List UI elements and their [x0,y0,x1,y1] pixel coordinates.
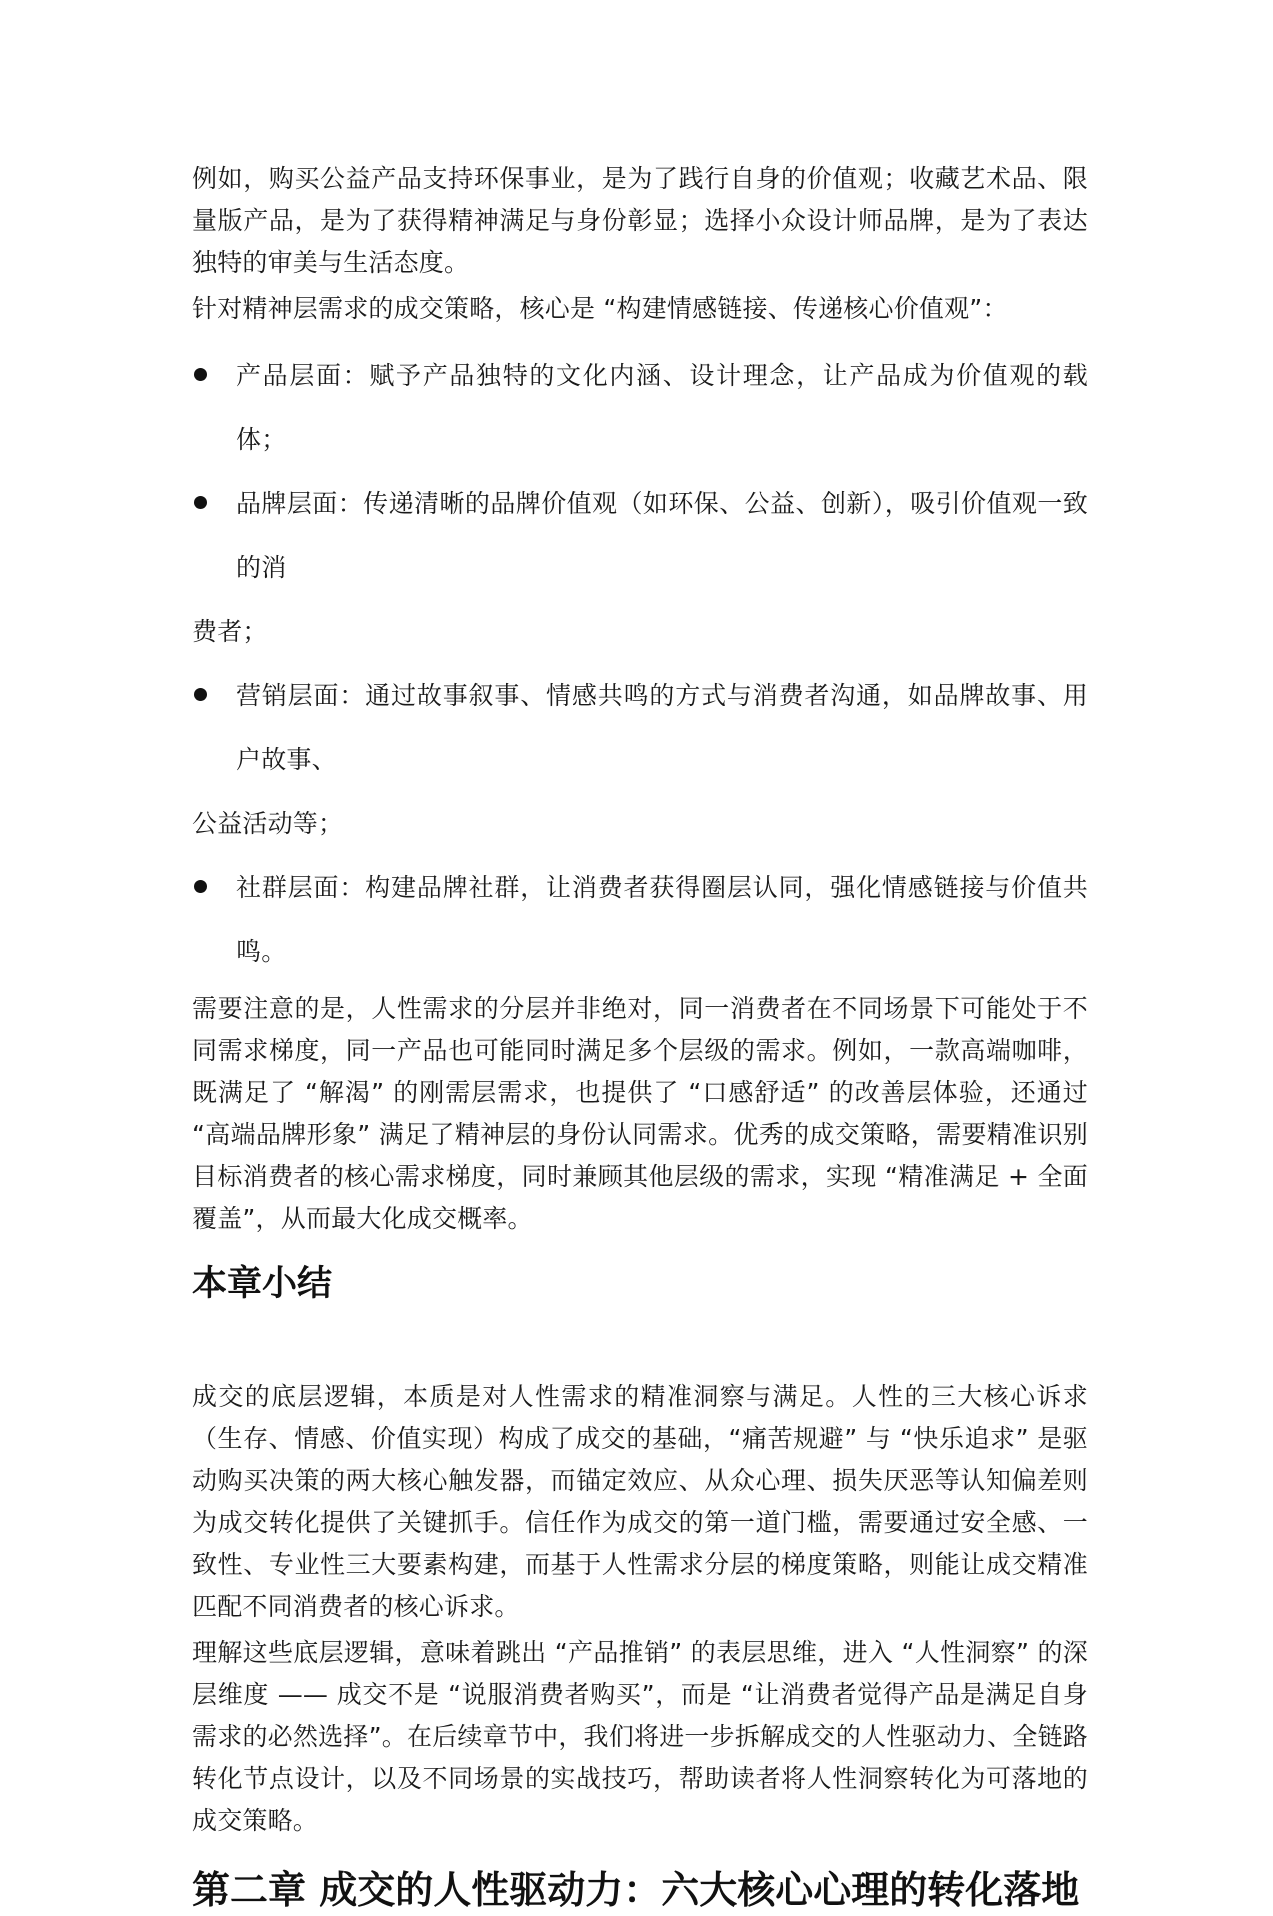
bullet-dot-icon [194,496,207,509]
section-title: 本章小结 [192,1264,333,1304]
bullet-text: 产品层面：赋予产品独特的文化内涵、设计理念，让产品成为价值观的载体； [236,361,1088,454]
bullet-text-continued: 公益活动等； [192,809,344,838]
summary-paragraph-2: 理解这些底层逻辑，意味着跳出 “产品推销” 的表层思维，进入 “人性洞察” 的深层维度 —— 成交不是 “说服消费者购买”，而是 “让消费者觉得产品是满足自身需求的必然选择”。在后续章节中，我们将进一步拆解成交的人性驱动力、全链路转化节点设计，以及不同场景的实战技巧，帮助读者将人性洞察转化为可落地的成交策略。 [192,1638,1088,1835]
bullet-item-brand [192,472,1088,664]
paragraph-examples: 例如，购买公益产品支持环保事业，是为了践行自身的价值观；收藏艺术品、限量版产品，是为了获得精神满足与身份彰显；选择小众设计师品牌，是为了表达独特的审美与生活态度。 [192,164,1088,277]
page-content [192,158,1088,1916]
summary-paragraph-1: 成交的底层逻辑，本质是对人性需求的精准洞察与满足。人性的三大核心诉求（生存、情感、价值实现）构成了成交的基础，“痛苦规避” 与 “快乐追求” 是驱动购买决策的两大核心触发器，而锚定效应、从众心理、损失厌恶等认知偏差则为成交转化提供了关键抓手。信任作为成交的第一道门槛，需要通过安全感、一致性、专业性三大要素构建，而基于人性需求分层的梯度策略，则能让成交精准匹配不同消费者的核心诉求。 [192,1382,1088,1621]
bullet-dot-icon [194,688,207,701]
paragraph-strategy-intro: 针对精神层需求的成交策略，核心是 “构建情感链接、传递核心价值观”： [192,294,1008,323]
bullet-dot-icon [194,880,207,893]
strategy-bullet-list [192,344,1088,984]
bullet-dot-icon [194,368,207,381]
bullet-item-marketing [192,664,1088,856]
bullet-text-continued: 费者； [192,617,268,646]
bullet-text: 品牌层面：传递清晰的品牌价值观（如环保、公益、创新），吸引价值观一致的消 [236,489,1088,582]
bullet-item-product [192,344,1088,472]
bullet-text: 营销层面：通过故事叙事、情感共鸣的方式与消费者沟通，如品牌故事、用户故事、 [236,681,1088,774]
chapter-title: 第二章 成交的人性驱动力：六大核心心理的转化落地 [192,1868,1080,1912]
bullet-text: 社群层面：构建品牌社群，让消费者获得圈层认同，强化情感链接与价值共鸣。 [236,873,1088,966]
paragraph-note: 需要注意的是，人性需求的分层并非绝对，同一消费者在不同场景下可能处于不同需求梯度，同一产品也可能同时满足多个层级的需求。例如，一款高端咖啡，既满足了 “解渴” 的刚需层需求，也提供了 “口感舒适” 的改善层体验，还通过 “高端品牌形象” 满足了精神层的身份认同需求。优秀的成交策略，需要精准识别目标消费者的核心需求梯度，同时兼顾其他层级的需求，实现 “精准满足 + 全面覆盖”，从而最大化成交概率。 [192,994,1088,1233]
bullet-item-community [192,856,1088,984]
